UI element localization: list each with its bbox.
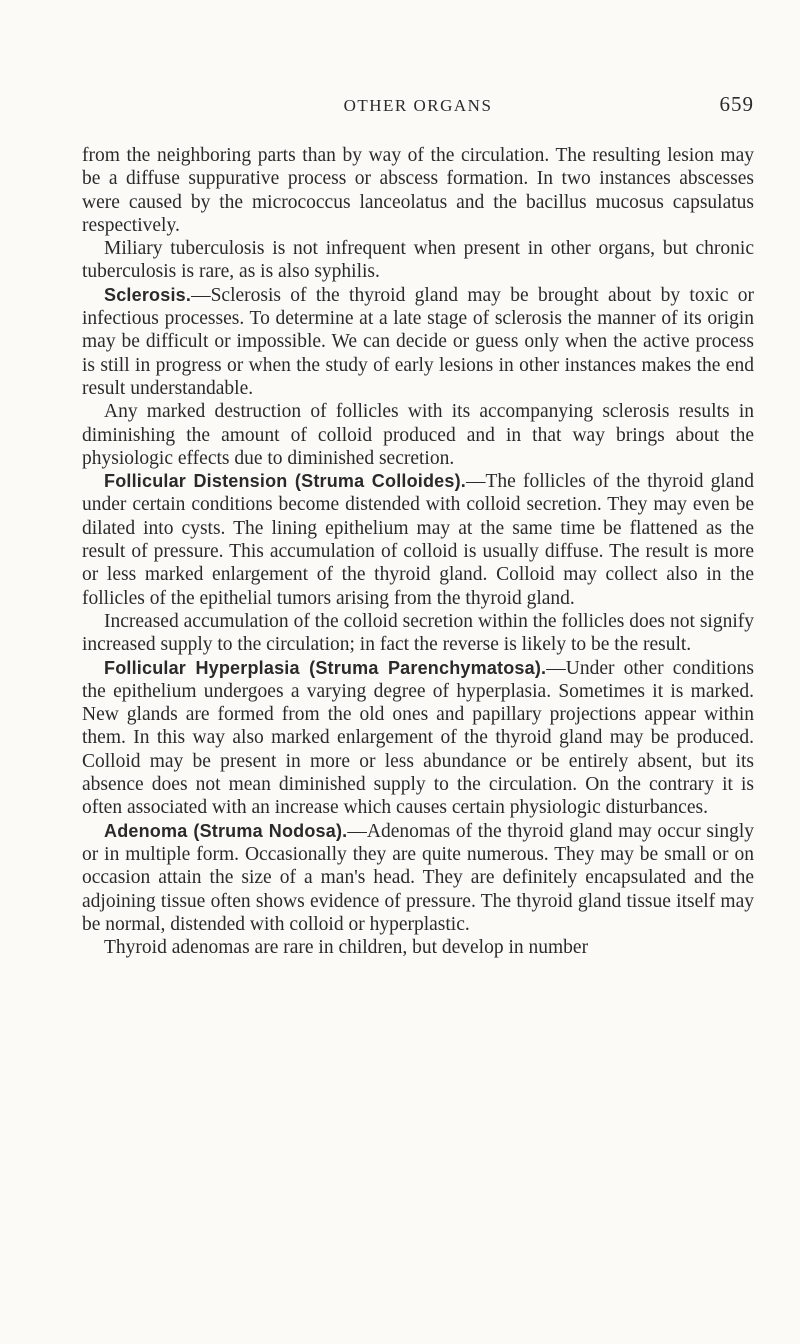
paragraph: [82, 936, 754, 959]
paragraph: [82, 610, 754, 657]
running-head: OTHER ORGANS: [343, 96, 493, 115]
paragraph: [82, 820, 754, 936]
paragraph-text: —The follicles of the thyroid gland under certain conditions become distended with colloid secretion. They may even be dilated into cysts. The lining epithelium may at the same time be flattened as the result of pressure. This accumulation of colloid is usually diffuse. The result is more or less marked enlargement of the thyroid gland. Colloid may collect also in the follicles of the epithelial tumors arising from the thyroid gland.: [82, 471, 754, 609]
paragraph-text: —Sclerosis of the thyroid gland may be brought about by toxic or infectious processes. To determine at a late stage of sclerosis the manner of its origin may be difficult or impossible. We can decide or guess only when the active process is still in progress or when the study of early lesions in other instances makes the end result understandable.: [82, 284, 754, 399]
paragraph: [82, 284, 754, 400]
page-header: [82, 92, 754, 122]
paragraph: [82, 237, 754, 284]
paragraph-text: Any marked destruction of follicles with its accompanying sclerosis results in diminishing the amount of colloid produced and in that way brings about the physiologic effects due to diminished secretion.: [82, 401, 754, 469]
paragraph-text: —Under other conditions the epithelium undergoes a varying degree of hyperplasia. Sometimes it is marked. New glands are formed from the old ones and papillary projections appear within them. In this way also marked enlargement of the thyroid gland may be produced. Colloid may be present in more or less abundance or be entirely absent, but its absence does not mean diminished supply to the circulation. On the contrary it is often associated with an increase which causes certain physiologic disturbances.: [82, 657, 755, 819]
section-heading: Follicular Hyperplasia (Struma Parenchymatosa).: [104, 657, 547, 678]
section-heading: Sclerosis.: [104, 284, 192, 305]
paragraph-text: Increased accumulation of the colloid secretion within the follicles does not signify increased supply to the circulation; in fact the reverse is likely to be the result.: [82, 610, 754, 656]
section-heading: Follicular Distension (Struma Colloides).: [104, 471, 467, 492]
paragraph-text: from the neighboring parts than by way of the circulation. The resulting lesion may be a diffuse suppurative process or abscess formation. In two instances abscesses were caused by the micrococcus lanceolatus and the bacillus mucosus capsulatus respectively.: [82, 145, 754, 236]
paragraph: [82, 144, 754, 237]
paragraph-text: Miliary tuberculosis is not infrequent when present in other organs, but chronic tuberculosis is rare, as is also syphilis.: [82, 238, 754, 283]
page-number: 659: [719, 92, 754, 116]
paragraph: [82, 400, 754, 470]
paragraph: [82, 657, 754, 820]
paragraph-text: —Adenomas of the thyroid gland may occur singly or in multiple form. Occasionally they are quite numerous. They may be small or on occasion attain the size of a man's head. They are definitely encapsulated and the adjoining tissue often shows evidence of pressure. The thyroid gland tissue itself may be normal, distended with colloid or hyperplastic.: [82, 820, 754, 935]
paragraph-text: Thyroid adenomas are rare in children, but develop in number: [104, 937, 589, 959]
body-text: [82, 144, 754, 959]
section-heading: Adenoma (Struma Nodosa).: [104, 820, 348, 841]
paragraph: [82, 470, 754, 610]
